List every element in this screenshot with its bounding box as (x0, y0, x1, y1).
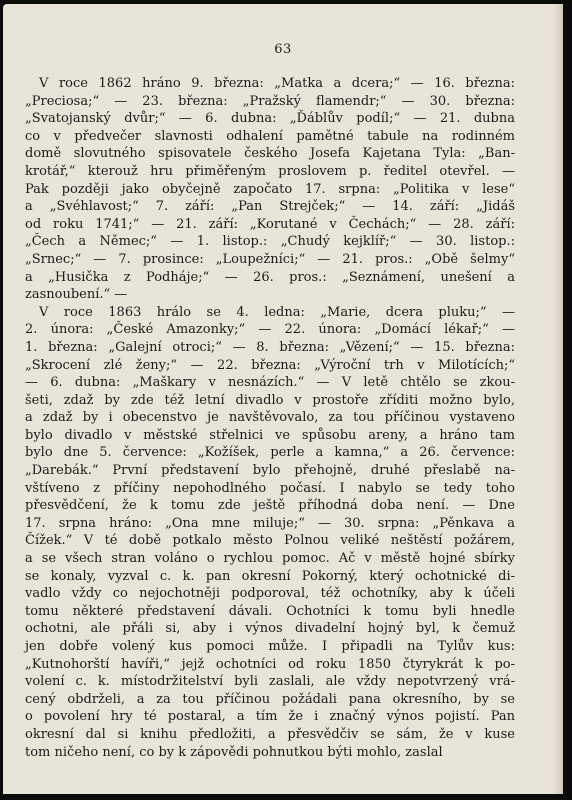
text-line: krotář,“ kterouž hru přiměřeným proslovem p. ředitel otevřel. — (25, 163, 515, 179)
text-line: „Svatojanský dvůr;“ — 6. dubna: „Ďáblův podíl;“ — 21. dubna (25, 111, 515, 127)
text-line: bylo divadlo v městské střelnici ve spůsobu areny, a hráno tam (25, 427, 515, 443)
text-line: a „Husička z Podháje;“ — 26. pros.: „Seznámení, unešení a (25, 269, 515, 285)
text-line: a se všech stran voláno o rychlou pomoc. Ač v městě hojné sbírky (25, 551, 515, 567)
text-line: šeti, zdaž by zde též letní divadlo v prostoře zříditi možno bylo, (25, 392, 515, 408)
text-line: 1. března: „Galejní otroci;“ — 8. března: „Vězení;“ — 15. března: (25, 339, 515, 355)
text-line: se konaly, vyzval c. k. pan okresní Pokorný, který ochotnické di- (25, 568, 515, 584)
text-line: cený obdrželi, a za tou příčinou požádali pana okresního, by se (25, 691, 515, 707)
text-line: „Čech a Němec;“ — 1. listop.: „Chudý kejklíř;“ — 30. listop.: (25, 234, 515, 250)
text-line: přesvědčení, že k tomu zde ještě příhodná doba není. — Dne (25, 498, 515, 514)
body-text (25, 75, 515, 761)
text-line: Pak později jako obyčejně započato 17. srpna: „Politika v lese“ (25, 181, 515, 197)
text-line: vštíveno z příčiny nepohodlného počasí. I nabylo se tedy toho (25, 480, 515, 496)
text-line: od roku 1741;“ — 21. září: „Korutané v Čechách;“ — 28. září: (25, 216, 515, 232)
text-line: 2. února: „České Amazonky;“ — 22. února: „Domácí lékař;“ — (25, 322, 515, 338)
text-line: — 6. dubna: „Maškary v nesnázích.“ — V letě chtělo se zkou- (25, 375, 515, 391)
text-line: jen dobře volený kus pomoci může. I připadli na Tylův kus: (25, 639, 515, 654)
text-line: V roce 1863 hrálo se 4. ledna: „Marie, dcera pluku;“ — (39, 304, 515, 320)
text-line: ochotni, ale přáli si, aby i výnos divadelní hojný byl, k čemuž (25, 621, 515, 637)
text-line: volení c. k. místodržitelství byli zaslali, ale vždy nepotvrzený vrá- (25, 674, 515, 690)
text-line: a „Svéhlavost;“ 7. září: „Pan Strejček;“ — 14. září: „Jidáš (25, 199, 515, 215)
text-line: bylo dne 5. července: „Kožíšek, perle a kamna,“ a 26. července: (25, 445, 515, 461)
text-line: „Skrocení zlé ženy;“ — 22. března: „Výroční trh v Milotících;“ (25, 357, 515, 373)
text-line: o povolení hry té postaral, a tím že i značný výnos pojistí. Pan (25, 709, 515, 725)
text-line: zasnoubení.“ — (25, 287, 128, 303)
text-line: „Srnec;“ — 7. prosince: „Loupežníci;“ — 21. pros.: „Obě šelmy“ (25, 251, 515, 267)
text-line: tomu některé představení dávali. Ochotníci k tomu byli hnedle (25, 603, 515, 619)
text-line: V roce 1862 hráno 9. března: „Matka a dcera;“ — 16. března: (39, 76, 515, 91)
text-line: a zdaž by i obecenstvo je navštěvovalo, za tou příčinou vystaveno (25, 410, 515, 426)
text-line: co v předvečer slavnosti odhalení pamětné tabule na rodinném (25, 128, 515, 144)
text-line: „Preciosa;“ — 23. března: „Pražský flamendr;“ — 30. března: (25, 93, 515, 109)
page-edge-shadow (553, 4, 563, 794)
text-line: tom ničeho není, co by k zápovědi pohnutkou býti mohlo, zaslal (25, 744, 443, 760)
text-line: 17. srpna hráno: „Ona mne miluje;“ — 30. srpna: „Pěnkava a (25, 515, 515, 531)
text-line: okresní dal si knihu předložiti, a přesvědčiv se sám, že v kuse (25, 726, 515, 742)
text-line: vadlo vždy co nejochotněji podporoval, též ochotníky, aby k účeli (25, 586, 515, 602)
text-line: „Kutnohorští havíři,“ jejž ochotníci od roku 1850 čtyrykrát k po- (25, 656, 515, 672)
text-line: domě slovutného spisovatele českého Josefa Kajetana Tyla: „Ban- (25, 146, 515, 162)
book-page (3, 4, 563, 794)
text-line: „Darebák.“ První představení bylo přehojně, druhé přeslabě na- (25, 463, 515, 479)
text-line: Čížek.“ V té době potkalo město Polnou veliké neštěstí požárem, (25, 533, 515, 549)
page-number: 63 (274, 42, 292, 57)
